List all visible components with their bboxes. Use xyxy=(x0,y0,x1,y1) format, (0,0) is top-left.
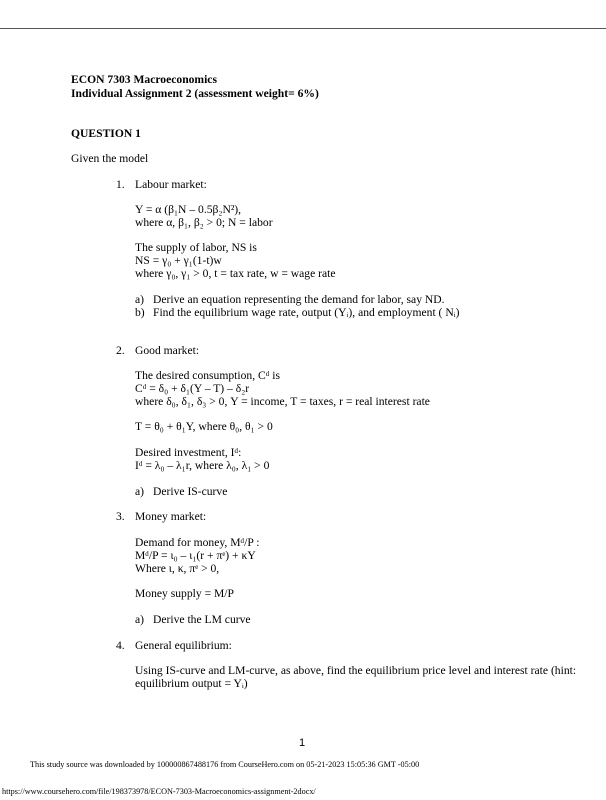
tax-equation: T = θ₀ + θ₁Y, where θ₀, θ₁ > 0 xyxy=(135,420,273,433)
general-text-line2: equilibrium output = Yᵢ) xyxy=(135,677,248,690)
consumption-where: where δ₀, δ₁, δ₃ > 0, Y = income, T = taxes, r = real interest rate xyxy=(135,395,430,408)
labour-item-a: Derive an equation representing the demand for labor, say ND. xyxy=(153,293,445,306)
source-url[interactable]: https://www.coursehero.com/file/198373978/ECON-7303-Macroeconomics-assignment-2docx/ xyxy=(2,787,316,796)
question-heading: QUESTION 1 xyxy=(71,127,141,140)
section-number-3: 3. xyxy=(116,510,125,523)
consumption-equation: Cᵈ = δ₀ + δ₁(Y – T) – δ₂r xyxy=(135,382,250,395)
general-text-line1: Using IS-curve and LM-curve, as above, find the equilibrium price level and interest rate (hint: xyxy=(135,664,577,677)
item-marker: a) xyxy=(135,613,145,626)
money-supply: Money supply = M/P xyxy=(135,587,234,600)
consumption-intro: The desired consumption, Cᵈ is xyxy=(135,369,280,382)
production-function: Y = α (β₁N – 0.5β₂N²), xyxy=(135,203,242,216)
money-demand-equation: Mᵈ/P = ι₀ – ι₁(r + πᵉ) + κY xyxy=(135,549,256,562)
page-number: 1 xyxy=(299,737,306,749)
labor-supply-equation: NS = γ₀ + γ₁(1-t)w xyxy=(135,254,222,267)
download-note: This study source was downloaded by 100000867488176 from CourseHero.com on 05-21-2023 15:05:36 GMT -05:00 xyxy=(30,760,420,769)
investment-equation: Iᵈ = λ₀ – λ₁r, where λ₀, λ₁ > 0 xyxy=(135,459,270,472)
money-item-a: Derive the LM curve xyxy=(153,613,251,626)
top-rule xyxy=(0,28,606,29)
item-marker: a) xyxy=(135,485,145,498)
money-demand-intro: Demand for money, Mᵈ/P : xyxy=(135,536,260,549)
course-title: ECON 7303 Macroeconomics xyxy=(71,73,217,86)
section-title-goods: Good market: xyxy=(135,344,200,357)
question-intro: Given the model xyxy=(71,152,149,165)
section-number-1: 1. xyxy=(116,178,125,191)
goods-item-a: Derive IS-curve xyxy=(153,485,228,498)
money-demand-where: Where ι, κ, πᵉ > 0, xyxy=(135,562,220,575)
item-marker: a) xyxy=(135,293,145,306)
labor-supply-where: where γ₀, γ₁ > 0, t = tax rate, w = wage rate xyxy=(135,267,336,280)
item-marker: b) xyxy=(135,306,145,319)
assignment-title: Individual Assignment 2 (assessment weight= 6%) xyxy=(71,87,319,100)
section-title-general: General equilibrium: xyxy=(135,639,232,652)
section-title-labour: Labour market: xyxy=(135,178,207,191)
production-where: where α, β₁, β₂ > 0; N = labor xyxy=(135,216,273,229)
section-number-2: 2. xyxy=(116,344,125,357)
section-title-money: Money market: xyxy=(135,510,207,523)
investment-intro: Desired investment, Iᵈ: xyxy=(135,446,242,459)
labour-item-b: Find the equilibrium wage rate, output (Yᵢ), and employment ( Nᵢ) xyxy=(153,306,460,319)
labor-supply-intro: The supply of labor, NS is xyxy=(135,241,257,254)
section-number-4: 4. xyxy=(116,639,125,652)
